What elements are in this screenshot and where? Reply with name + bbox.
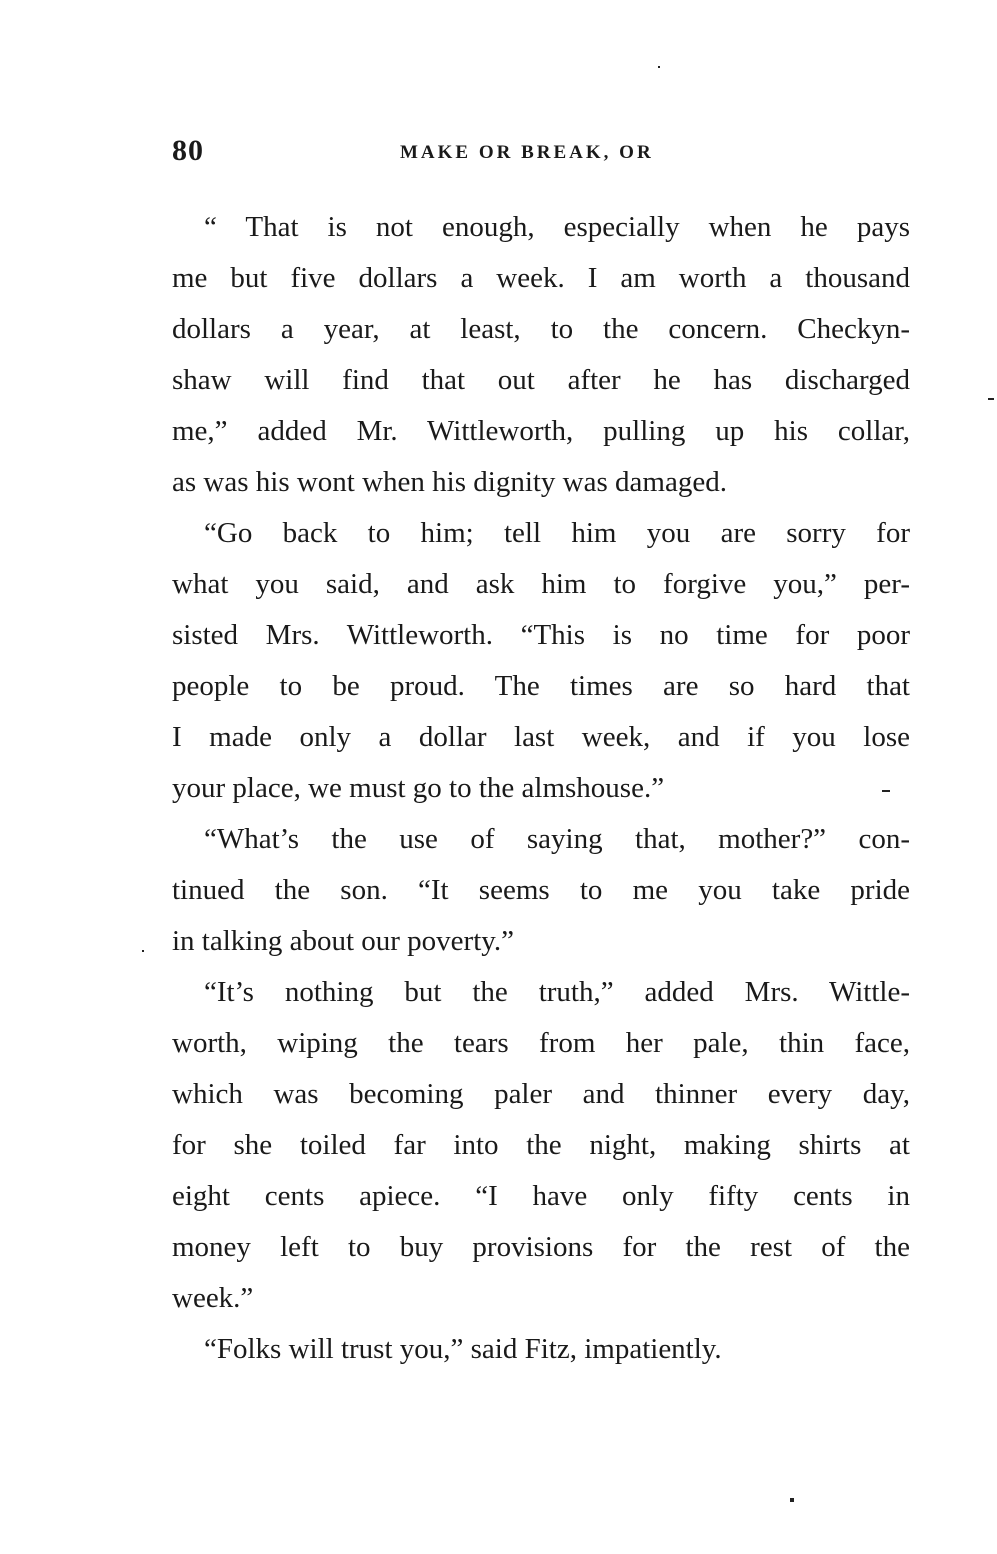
page-number: 80 [172,134,204,167]
paragraph [172,202,910,508]
scan-speck [988,398,994,400]
text-line: me but five dollars a week. I am worth a thousand [172,262,910,294]
paragraph [172,814,910,967]
paragraph [172,1324,910,1375]
text-line: “It’s nothing but the truth,” added Mrs. Wittle- [204,976,910,1008]
scan-speck [142,950,144,952]
text-line: “ That is not enough, especially when he pays [204,211,910,243]
text-line: in talking about our poverty.” [172,925,515,957]
scan-speck [658,66,660,68]
body-text [172,202,910,1375]
text-line: me,” added Mr. Wittleworth, pulling up his collar, [172,415,910,447]
text-line: “Folks will trust you,” said Fitz, impatiently. [204,1333,722,1365]
text-line: “Go back to him; tell him you are sorry for [204,517,910,549]
running-title: MAKE OR BREAK, OR [400,142,654,163]
page-header [172,134,910,174]
text-line: which was becoming paler and thinner every day, [172,1078,910,1110]
text-line: your place, we must go to the almshouse.” [172,772,665,804]
text-line: dollars a year, at least, to the concern. Checkyn- [172,313,910,345]
scan-speck [882,790,890,792]
text-line: tinued the son. “It seems to me you take pride [172,874,910,906]
text-line: week.” [172,1282,254,1314]
text-line: shaw will find that out after he has discharged [172,364,910,396]
text-line: worth, wiping the tears from her pale, thin face, [172,1027,910,1059]
text-line: I made only a dollar last week, and if you lose [172,721,910,753]
text-line: people to be proud. The times are so hard that [172,670,910,702]
text-line: “What’s the use of saying that, mother?” con- [204,823,910,855]
text-line: eight cents apiece. “I have only fifty cents in [172,1180,910,1212]
text-line: for she toiled far into the night, making shirts at [172,1129,910,1161]
paragraph [172,967,910,1324]
scan-speck [790,1498,794,1502]
text-line: money left to buy provisions for the rest of the [172,1231,910,1263]
text-line: what you said, and ask him to forgive you,” per- [172,568,910,600]
text-line: sisted Mrs. Wittleworth. “This is no time for poor [172,619,910,651]
text-line: as was his wont when his dignity was damaged. [172,466,727,498]
paragraph [172,508,910,814]
